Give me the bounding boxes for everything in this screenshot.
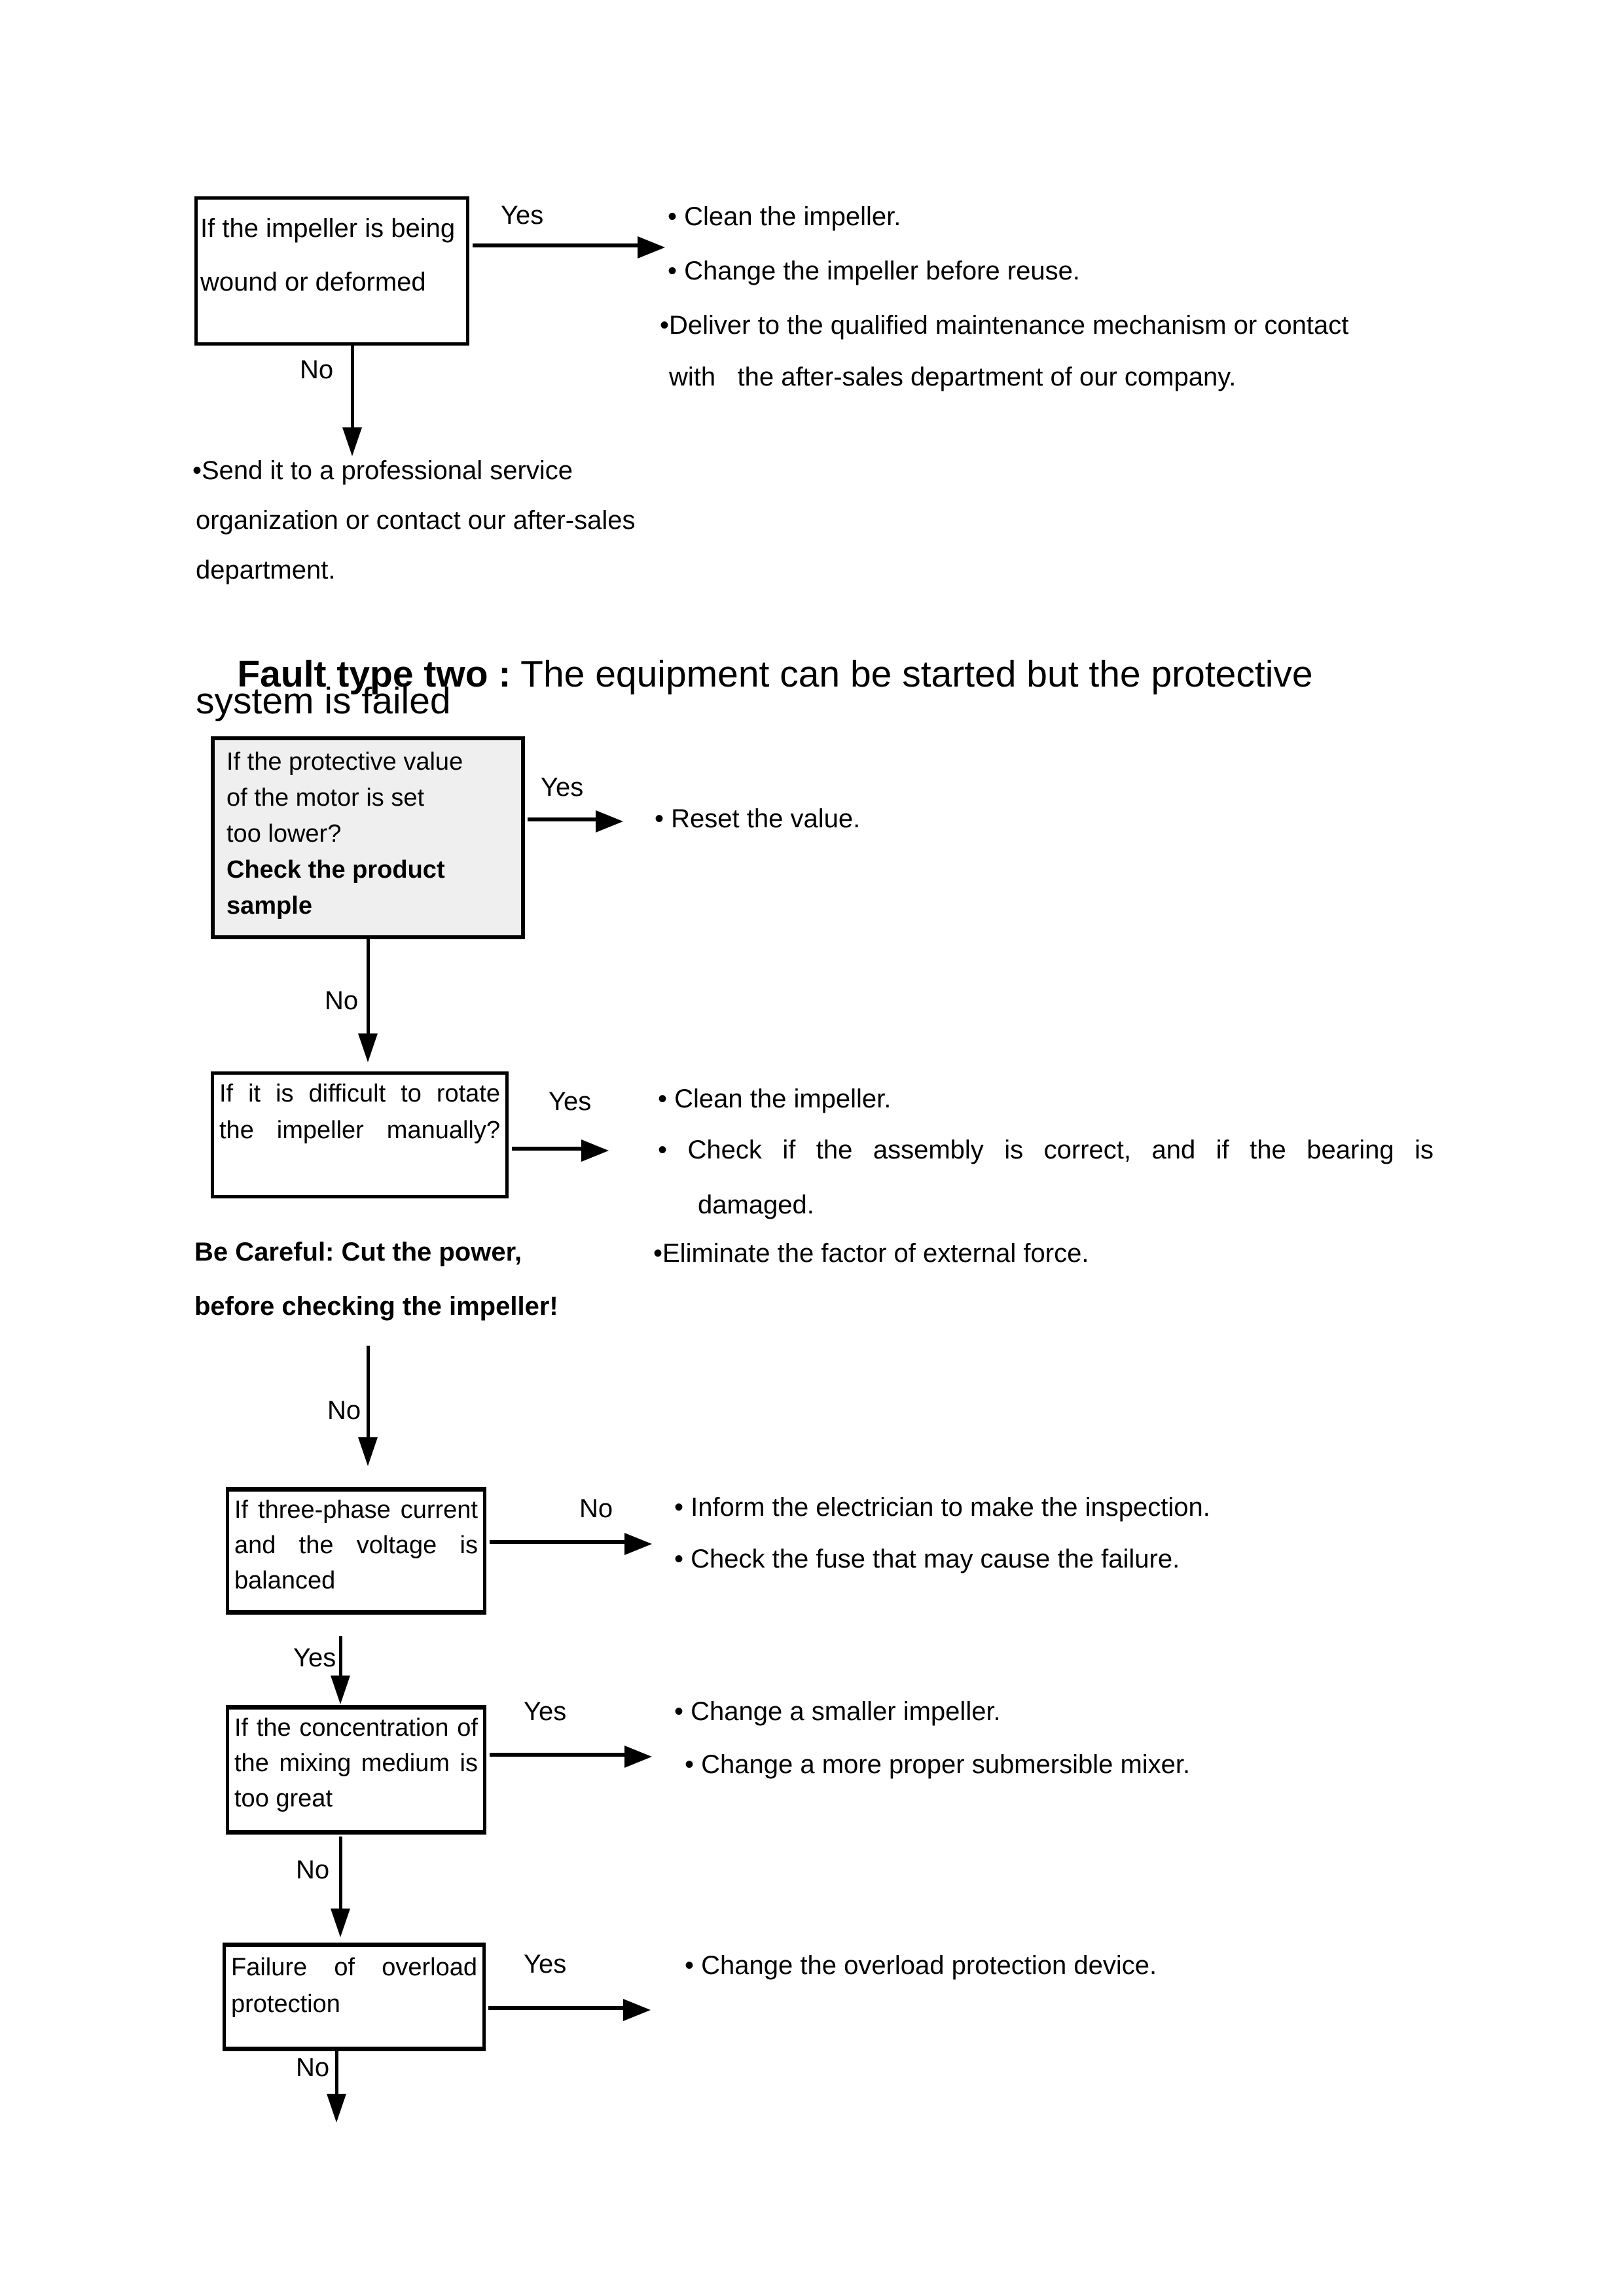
flow-line-no-1: [351, 346, 354, 431]
result-bullet: • Change the impeller before reuse.: [668, 257, 1080, 285]
no-label: No: [325, 986, 359, 1015]
arrow-down-icon: [331, 1909, 350, 1937]
result-bullet: • Clean the impeller.: [658, 1085, 892, 1113]
result-bullet: • Check if the assembly is correct, and if the bearing is: [658, 1136, 1434, 1164]
decision-box-three-phase: [226, 1487, 486, 1615]
flow-line-yes-6: [488, 2006, 626, 2010]
result-bullet: •Deliver to the qualified maintenance mechanism or contact: [660, 311, 1349, 340]
no-label: No: [296, 2053, 330, 2082]
result-bullet: •Eliminate the factor of external force.: [653, 1239, 1089, 1268]
arrow-down-icon: [327, 2094, 346, 2123]
arrow-down-icon: [358, 1437, 378, 1466]
decision-box-line: the mixing medium is: [234, 1749, 478, 1777]
decision-box-line: If the protective value: [226, 748, 463, 776]
decision-box-line: If three-phase current: [234, 1496, 478, 1524]
result-bullet-continuation: organization or contact our after-sales: [196, 506, 636, 535]
yes-label: Yes: [293, 1643, 336, 1672]
arrow-right-icon: [624, 1533, 652, 1555]
no-label: No: [579, 1494, 613, 1523]
result-bullet: • Change a more proper submersible mixer.: [685, 1750, 1191, 1779]
result-bullet-continuation: damaged.: [698, 1191, 814, 1219]
warning-text-line1: Be Careful: Cut the power,: [194, 1238, 522, 1266]
result-bullet: • Clean the impeller.: [668, 202, 901, 231]
decision-box-line-bold: sample: [226, 892, 312, 920]
decision-box-line: wound or deformed: [200, 268, 426, 296]
flow-line-yes-3: [512, 1147, 584, 1151]
decision-box-line-bold: Check the product: [226, 856, 445, 884]
yes-label: Yes: [501, 201, 544, 230]
decision-box-overload-protection: [223, 1943, 486, 2051]
decision-box-line: too lower?: [226, 820, 342, 848]
result-bullet-continuation: with the after-sales department of our company.: [669, 363, 1236, 391]
arrow-down-icon: [331, 1676, 350, 1704]
flow-line-yes-4: [339, 1636, 342, 1677]
section-heading-rest: The equipment can be started but the protective: [511, 653, 1313, 695]
arrow-down-icon: [342, 427, 362, 456]
decision-box-line: If it is difficult to rotate: [219, 1080, 500, 1107]
decision-box-line: too great: [234, 1785, 333, 1812]
decision-box-rotate-impeller: [211, 1071, 509, 1198]
no-label: No: [296, 1856, 330, 1884]
flow-line-no-3: [367, 1346, 370, 1439]
flow-line-no-2: [367, 939, 370, 1036]
decision-box-line: protection: [231, 1990, 340, 2018]
flow-line-yes-5: [490, 1753, 627, 1757]
arrow-right-icon: [624, 1746, 652, 1768]
yes-label: Yes: [541, 773, 584, 802]
decision-box-line: If the impeller is being: [200, 214, 456, 243]
result-bullet: • Change a smaller impeller.: [674, 1697, 1001, 1726]
flow-line-yes-1: [473, 243, 640, 247]
result-bullet-continuation: department.: [196, 556, 336, 584]
arrow-down-icon: [358, 1033, 378, 1062]
yes-label: Yes: [524, 1950, 567, 1979]
decision-box-impeller-wound: [194, 196, 469, 346]
flow-line-no-6: [335, 2051, 338, 2096]
result-bullet: •Send it to a professional service: [192, 456, 573, 485]
result-bullet: • Check the fuse that may cause the failure.: [674, 1545, 1180, 1573]
flow-line-yes-2: [528, 817, 598, 821]
result-bullet: • Inform the electrician to make the inspection.: [674, 1493, 1210, 1522]
yes-label: Yes: [524, 1697, 567, 1726]
flow-line-no-5: [339, 1837, 342, 1911]
flow-line-no-4: [490, 1540, 627, 1544]
result-bullet: • Change the overload protection device.: [685, 1951, 1157, 1980]
decision-box-line: If the concentration of: [234, 1714, 478, 1742]
arrow-right-icon: [638, 236, 665, 259]
no-label: No: [300, 355, 334, 384]
decision-box-concentration: [226, 1705, 486, 1835]
decision-box-line: of the motor is set: [226, 784, 425, 812]
result-bullet: • Reset the value.: [655, 804, 861, 833]
decision-box-line: Failure of overload: [231, 1954, 477, 1981]
arrow-right-icon: [596, 810, 623, 833]
decision-box-protective-value: [211, 736, 525, 939]
decision-box-line: and the voltage is: [234, 1532, 478, 1559]
arrow-right-icon: [623, 1999, 651, 2021]
arrow-right-icon: [581, 1139, 609, 1162]
decision-box-line: balanced: [234, 1567, 336, 1594]
warning-text-line2: before checking the impeller!: [194, 1292, 558, 1321]
section-heading-bold: Fault type two :: [237, 653, 511, 695]
no-label: No: [327, 1396, 361, 1425]
yes-label: Yes: [549, 1087, 592, 1116]
section-heading-line2: system is failed: [196, 680, 451, 722]
decision-box-line: the impeller manually?: [219, 1117, 500, 1144]
